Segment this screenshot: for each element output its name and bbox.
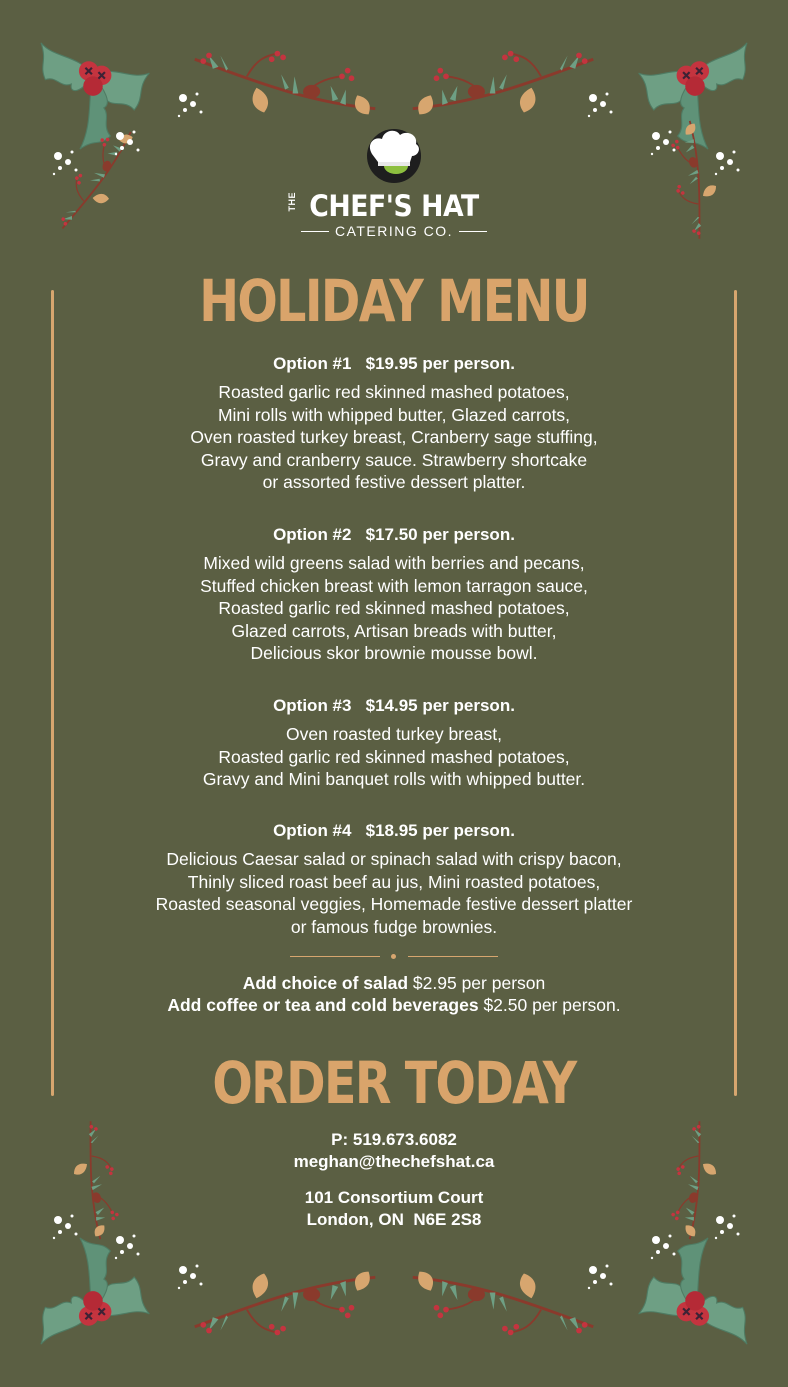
branch-icon xyxy=(408,48,598,118)
email-link[interactable]: meghan@thechefshat.ca xyxy=(293,1152,495,1171)
option-line: Roasted garlic red skinned mashed potatoes, xyxy=(218,746,570,767)
menu-option-2 xyxy=(0,524,788,665)
addon-beverage xyxy=(0,994,788,1016)
brand-the: THE xyxy=(286,192,297,212)
brand-name: CHEF'S HAT xyxy=(309,189,479,223)
option-line: or assorted festive dessert platter. xyxy=(262,472,526,493)
address-block xyxy=(0,1187,788,1231)
option-line: Glazed carrots, Artisan breads with butter, xyxy=(231,620,557,641)
option-heading: Option #3 $14.95 per person. xyxy=(273,696,515,715)
option-line: Delicious Caesar salad or spinach salad with crispy bacon, xyxy=(166,849,622,869)
addon-beverage-price: $2.50 per person. xyxy=(483,995,621,1015)
option-line: Delicious skor brownie mousse bowl. xyxy=(250,643,538,664)
option-line: Gravy and Mini banquet rolls with whipped butter. xyxy=(202,769,586,790)
branch-icon xyxy=(190,1268,380,1338)
option-line: Roasted garlic red skinned mashed potatoes, xyxy=(218,598,570,619)
option-line: Stuffed chicken breast with lemon tarragon sauce, xyxy=(200,575,588,596)
option-heading: Option #2 $17.50 per person. xyxy=(273,525,515,544)
snow-dots xyxy=(585,90,615,120)
menu-option-4 xyxy=(0,820,788,938)
address-line-2: London, ON N6E 2S8 xyxy=(306,1210,482,1229)
menu-option-3 xyxy=(0,695,788,791)
phone: P: 519.673.6082 xyxy=(331,1130,457,1149)
branch-icon xyxy=(408,1268,598,1338)
address-line-1: 101 Consortium Court xyxy=(304,1188,484,1207)
option-line: Roasted garlic red skinned mashed potatoes, xyxy=(218,382,570,402)
option-heading: Option #4 $18.95 per person. xyxy=(273,821,515,840)
chef-hat-icon xyxy=(360,124,428,184)
page-title: HOLIDAY MENU xyxy=(199,267,589,335)
snow-dots xyxy=(585,1262,615,1292)
addon-beverage-label: Add coffee or tea and cold beverages xyxy=(167,995,479,1015)
contact-block xyxy=(0,1129,788,1173)
snow-dots xyxy=(112,1232,142,1262)
option-line: Roasted seasonal veggies, Homemade festive dessert platter xyxy=(155,894,633,915)
section-divider xyxy=(290,952,498,962)
menu-option-1 xyxy=(0,353,788,494)
snow-dots xyxy=(175,90,205,120)
option-line: Thinly sliced roast beef au jus, Mini roasted potatoes, xyxy=(187,871,601,892)
option-line: or famous fudge brownies. xyxy=(290,916,498,937)
order-title: ORDER TODAY xyxy=(212,1049,576,1117)
option-line: Gravy and cranberry sauce. Strawberry shortcake xyxy=(200,449,588,470)
option-line: Oven roasted turkey breast, Cranberry sage stuffing, xyxy=(190,427,598,448)
brand-subtitle: CATERING CO. xyxy=(334,223,454,239)
addon-salad-label: Add choice of salad xyxy=(242,973,409,993)
snow-dots xyxy=(175,1262,205,1292)
brand-logo xyxy=(0,124,788,239)
option-line: Oven roasted turkey breast, xyxy=(286,724,502,744)
branch-icon xyxy=(190,48,380,118)
option-heading: Option #1 $19.95 per person. xyxy=(273,354,515,373)
addon-salad xyxy=(0,972,788,994)
addon-salad-price: $2.95 per person xyxy=(412,973,546,993)
option-line: Mixed wild greens salad with berries and pecans, xyxy=(203,553,585,573)
snow-dots xyxy=(648,1232,678,1262)
addons xyxy=(0,972,788,1016)
option-line: Mini rolls with whipped butter, Glazed carrots, xyxy=(217,404,571,425)
